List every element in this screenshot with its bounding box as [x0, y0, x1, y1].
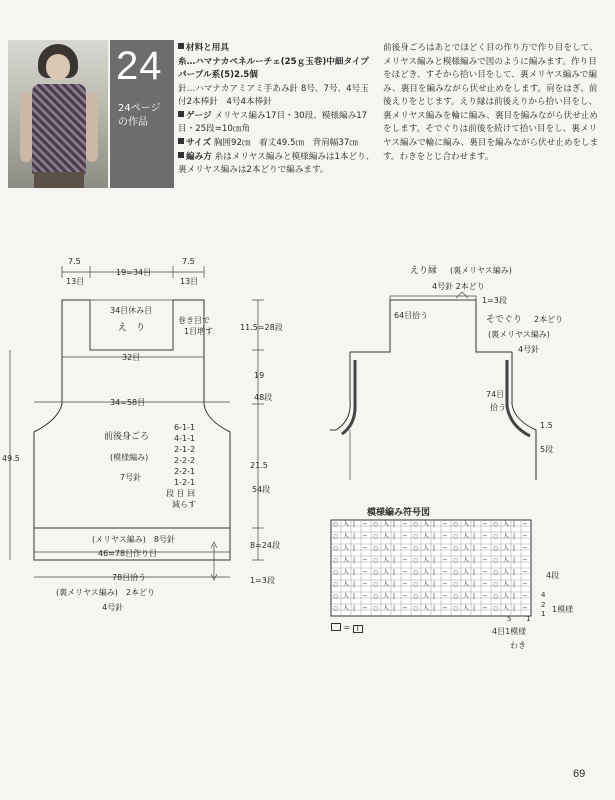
chart-stitch-symbol: ─ [523, 545, 527, 552]
chart-stitch-symbol: ○ [493, 605, 499, 612]
dim-top-right: 7.5 [182, 257, 195, 266]
armhole-needle: 4号針 [518, 345, 540, 354]
chart-stitch-symbol: | [433, 581, 436, 588]
page-number: 69 [573, 768, 586, 780]
chart-stitch-symbol: 入 [463, 581, 470, 588]
chart-stitch-symbol: ─ [443, 605, 447, 612]
chart-stitch-symbol: ─ [403, 533, 407, 540]
chart-stitch-symbol: 入 [423, 581, 430, 588]
chart-stitch-symbol: ○ [493, 557, 499, 564]
chart-stitch-symbol: ○ [413, 533, 419, 540]
chart-stitch-symbol: ○ [453, 521, 459, 528]
chart-stitch-symbol: | [353, 593, 356, 600]
chart-stitch-symbol: ○ [493, 581, 499, 588]
chart-stitch-symbol: ─ [523, 557, 527, 564]
row-dim-5: 1=3段 [250, 576, 275, 585]
chart-stitch-symbol: 入 [503, 593, 510, 600]
chart-stitch-symbol: 入 [503, 605, 510, 612]
chart-stitch-symbol: ○ [453, 533, 459, 540]
chart-stitch-symbol: | [513, 581, 516, 588]
chart-stitch-symbol: ○ [453, 605, 459, 612]
chart-stitch-symbol: ─ [483, 605, 487, 612]
chart-stitch-symbol: | [433, 593, 436, 600]
chart-rows-label: 4段 [546, 571, 560, 580]
chart-stitch-symbol: | [393, 533, 396, 540]
chart-stitch-symbol: ○ [373, 533, 379, 540]
dim-top-left: 7.5 [68, 257, 81, 266]
chart-stitch-symbol: ─ [443, 593, 447, 600]
chart-stitch-symbol: | [473, 569, 476, 576]
armhole-pickup2: 拾う [490, 403, 506, 412]
chart-stitch-symbol: ○ [373, 521, 379, 528]
collar-needle: 4号針 2本どり [432, 282, 485, 291]
chart-stitch-symbol: 入 [343, 593, 350, 600]
chart-stitch-symbol: ○ [453, 545, 459, 552]
chart-row-4: 4 [541, 591, 546, 599]
chart-stitch-symbol: 入 [423, 605, 430, 612]
chart-stitch-symbol: | [353, 545, 356, 552]
chart-row-1: 1 [541, 610, 546, 618]
chart-stitch-symbol: ○ [333, 533, 339, 540]
chart-stitch-symbol: ○ [373, 557, 379, 564]
size-text: 胸囲92㎝ 着丈49.5㎝ 背肩幅37㎝ [213, 138, 358, 149]
chart-stitch-symbol: ○ [333, 593, 339, 600]
armhole-rows: 5段 [540, 445, 554, 454]
chart-stitch-symbol: ○ [373, 545, 379, 552]
chart-stitch-symbol: | [513, 593, 516, 600]
armhole-strands: 2本どり [534, 315, 564, 324]
row-dim-3: 21.5 [250, 461, 268, 470]
chart-stitch-symbol: ○ [373, 569, 379, 576]
chart-stitch-symbol: ─ [443, 557, 447, 564]
chart-stitch-symbol: | [393, 521, 396, 528]
chart-stitch-symbol: ─ [443, 545, 447, 552]
chart-stitch-symbol: | [473, 545, 476, 552]
chart-stitch-symbol: ─ [363, 557, 367, 564]
dec-1: 6-1-1 [174, 423, 196, 432]
chart-stitch-symbol: ○ [333, 605, 339, 612]
chart-stitch-symbol: 入 [463, 521, 470, 528]
dim-top-left-st: 13目 [66, 277, 85, 286]
armhole-pickup: 74目 [486, 390, 505, 399]
chart-stitch-symbol: ○ [453, 569, 459, 576]
pattern-number: 24 [116, 44, 163, 88]
dec-2: 4-1-1 [174, 434, 196, 443]
chart-stitch-symbol: 入 [503, 533, 510, 540]
method-text: 糸はメリヤス編みと模様編みは1本どり、裏メリヤス編みは2本どりで編みます。 [178, 151, 375, 176]
chart-stitch-symbol: | [473, 605, 476, 612]
chart-stitch-symbol: 入 [503, 521, 510, 528]
chart-stitch-symbol: 入 [343, 581, 350, 588]
chart-stitch-symbol: 入 [503, 581, 510, 588]
chart-stitch-symbol: ○ [413, 593, 419, 600]
body-pattern: (模様編み) [110, 453, 149, 462]
legend-blank-cell [331, 623, 341, 631]
rib-label: (裏メリヤス編み) 2本どり [56, 588, 156, 597]
chart-stitch-symbol: ─ [363, 545, 367, 552]
chart-stitch-symbol: 入 [383, 593, 390, 600]
height-total: 49.5 [2, 454, 20, 463]
chart-stitch-symbol: 入 [383, 569, 390, 576]
chart-stitch-symbol: 入 [423, 557, 430, 564]
chart-stitch-symbol: ─ [403, 569, 407, 576]
chart-stitch-symbol: ─ [483, 581, 487, 588]
page-reference: 24ページ の作品 [118, 103, 161, 128]
chart-stitch-symbol: ○ [373, 605, 379, 612]
chart-stitch-symbol: ─ [363, 593, 367, 600]
chart-stitch-symbol: ○ [413, 569, 419, 576]
chart-stitch-symbol: 入 [383, 533, 390, 540]
row-dim-1: 11.5=28段 [240, 323, 283, 332]
chart-stitch-symbol: | [353, 569, 356, 576]
chart-stitch-symbol: ─ [363, 581, 367, 588]
dec-3: 2-1-2 [174, 445, 196, 454]
instructions-text: 前後身ごろはあとでほどく目の作り方で作り目をして、メリヤス編みと模様編みで図のように編みます。作り目をほどき、すそから拾い目をして、裏メリヤス編みで編み、裏目を編みながら伏せ止めをします。肩をはぎ、前後えりをとじます。えり縁は前後えりから拾い目をし、裏メリヤス編みを輪に編み、裏目を編みながら伏せ止めをします。そでぐりは前後を続けて拾い目をし、裏メリヤス編みで輪に編み、裏目を編みながら伏せ止めをします。わきをとじ合わせます。 [383, 43, 599, 162]
yarn-text: 糸…ハマナカペネルーチェ(25ｇ玉巻)中細タイプ パープル系(5)2.5個 [178, 56, 378, 81]
chart-stitch-symbol: 入 [423, 569, 430, 576]
chart-col-5: 5 [507, 615, 512, 623]
collar-pickup: 64目拾う [394, 311, 429, 320]
chart-row-2: 2 [541, 601, 546, 609]
chart-stitch-symbol: ─ [523, 521, 527, 528]
row-dim-2b: 48段 [254, 393, 273, 402]
chart-stitch-symbol: ─ [403, 605, 407, 612]
dec-5: 2-2-1 [174, 467, 196, 476]
chart-bottom-label: 4目1模様 [492, 627, 527, 636]
rib-needle: 4号針 [102, 603, 124, 612]
chart-stitch-symbol: | [393, 581, 396, 588]
row-dim-2: 19 [254, 371, 265, 380]
chart-stitch-symbol: ○ [493, 569, 499, 576]
chart-stitch-symbol: | [353, 557, 356, 564]
chart-stitch-symbol: 入 [383, 545, 390, 552]
chart-stitch-symbol: | [393, 569, 396, 576]
chart-stitch-symbol: 入 [343, 521, 350, 528]
pickup-label: 78目拾う [112, 573, 147, 582]
chart-col-1: 1 [526, 615, 531, 623]
chart-stitch-symbol: 入 [383, 605, 390, 612]
chart-stitch-symbol: | [513, 521, 516, 528]
legend-equals: = [343, 623, 351, 632]
chart-stitch-symbol: | [433, 569, 436, 576]
chart-stitch-symbol: ─ [483, 557, 487, 564]
chart-stitch-symbol: | [393, 545, 396, 552]
chart-stitch-symbol: ─ [523, 569, 527, 576]
needle-text: 針…ハマナカアミアミ手あみ針 8号、7号、4号玉付2本棒針 4号4本棒針 [178, 83, 369, 108]
chart-stitch-symbol: ─ [523, 605, 527, 612]
chart-stitch-symbol: 入 [503, 569, 510, 576]
chart-stitch-symbol: | [353, 533, 356, 540]
collar-rows: 1=3段 [482, 296, 507, 305]
collar-schematic [330, 264, 563, 480]
chart-stitch-symbol: 入 [503, 557, 510, 564]
chart-stitch-symbol: | [433, 545, 436, 552]
chart-stitch-symbol: ─ [483, 569, 487, 576]
size-title: サイズ [186, 138, 212, 149]
chart-stitch-symbol: 入 [463, 593, 470, 600]
chart-stitch-symbol: ─ [363, 569, 367, 576]
neck-hold-label: 34目休み目 [110, 306, 153, 315]
chart-stitch-symbol: 入 [383, 581, 390, 588]
gauge-text: メリヤス編み17目・30段、模様編み17目・25段=10㎝角 [178, 110, 368, 135]
chart-legend [331, 623, 363, 633]
chart-stitch-symbol: ─ [483, 545, 487, 552]
collar-title: えり縁 [410, 266, 438, 276]
chart-stitch-symbol: ○ [333, 521, 339, 528]
chart-stitch-symbol: ○ [373, 593, 379, 600]
chart-stitch-symbol: ─ [403, 557, 407, 564]
chart-stitch-symbol: ─ [363, 521, 367, 528]
chart-stitch-symbol: | [353, 605, 356, 612]
chart-stitch-symbol: ─ [483, 533, 487, 540]
chart-stitch-symbol: | [433, 533, 436, 540]
row-dim-3b: 54段 [252, 485, 271, 494]
chart-stitch-symbol: 入 [423, 521, 430, 528]
chart-stitch-symbol: ─ [483, 521, 487, 528]
chart-stitch-symbol: ─ [443, 569, 447, 576]
chart-side-label: わき [510, 641, 526, 650]
row-dim-4: 8=24段 [250, 541, 280, 550]
chart-stitch-symbol: ─ [403, 593, 407, 600]
armhole-title: そでぐり [486, 315, 523, 325]
chest-width: 34=58目 [110, 398, 146, 407]
dim-top-right-st: 13目 [180, 277, 199, 286]
chart-stitch-symbol: ○ [413, 545, 419, 552]
chart-stitch-symbol: ○ [333, 557, 339, 564]
chart-stitch-symbol: ○ [493, 521, 499, 528]
chart-stitch-symbol: 入 [423, 533, 430, 540]
chart-title: 模様編み符号図 [367, 508, 431, 518]
method-title: 編み方 [186, 151, 212, 162]
chart-stitch-symbol: 入 [463, 533, 470, 540]
chart-stitch-symbol: | [513, 557, 516, 564]
chart-stitch-symbol: | [353, 521, 356, 528]
chart-stitch-symbol: | [433, 557, 436, 564]
chart-stitch-symbol: 入 [383, 557, 390, 564]
cast-on-label2: 1目増す [184, 327, 214, 336]
chart-stitch-symbol: ─ [403, 545, 407, 552]
chart-stitch-symbol: 入 [503, 545, 510, 552]
chart-stitch-symbol: 入 [423, 593, 430, 600]
stockinette-label: (メリヤス編み) 8号針 [92, 535, 176, 544]
chart-stitch-symbol: ─ [523, 581, 527, 588]
chart-stitch-symbol: 入 [343, 557, 350, 564]
chart-stitch-symbol: | [393, 605, 396, 612]
dim-top-mid: 19=34目 [116, 268, 152, 277]
chart-stitch-symbol: ○ [453, 557, 459, 564]
armhole-sub: (裏メリヤス編み) [488, 330, 550, 339]
body-needle: 7号針 [120, 473, 142, 482]
chart-stitch-symbol: | [473, 533, 476, 540]
chart-stitch-symbol: ○ [413, 521, 419, 528]
chart-stitch-symbol: ─ [443, 533, 447, 540]
chart-stitch-symbol: ○ [333, 545, 339, 552]
chart-stitch-symbol: 入 [343, 533, 350, 540]
dec-4: 2-2-2 [174, 456, 196, 465]
chart-stitch-symbol: ○ [413, 581, 419, 588]
chart-stitch-symbol: ○ [333, 569, 339, 576]
chart-stitch-symbol: ─ [443, 521, 447, 528]
dec-7: 段 目 回 [166, 489, 196, 498]
chart-stitch-symbol: | [513, 569, 516, 576]
chart-stitch-symbol: ○ [373, 581, 379, 588]
chart-stitch-symbol: ─ [403, 581, 407, 588]
chart-stitch-symbol: | [473, 581, 476, 588]
stitch-chart [331, 520, 531, 616]
armhole-height: 1.5 [540, 421, 553, 430]
chart-stitch-symbol: ○ [413, 605, 419, 612]
chart-stitch-symbol: | [513, 533, 516, 540]
chart-stitch-symbol: 入 [463, 605, 470, 612]
chart-stitch-symbol: | [433, 521, 436, 528]
chart-stitch-symbol: | [473, 521, 476, 528]
chart-stitch-symbol: 入 [463, 557, 470, 564]
chart-stitch-symbol: | [393, 593, 396, 600]
dec-6: 1-2-1 [174, 478, 196, 487]
chart-stitch-symbol: | [473, 557, 476, 564]
cast-base-label: 46=78目作り目 [98, 549, 158, 558]
legend-knit-cell: Ⅰ [353, 625, 363, 633]
chart-stitch-symbol: 入 [383, 521, 390, 528]
chart-stitch-symbol: ○ [333, 581, 339, 588]
chart-stitch-symbol: ○ [493, 545, 499, 552]
chart-stitch-symbol: | [513, 545, 516, 552]
chart-stitch-symbol: ─ [523, 593, 527, 600]
body-name: 前後身ごろ [104, 432, 150, 442]
chart-stitch-symbol: ─ [363, 533, 367, 540]
chart-stitch-symbol: ○ [493, 593, 499, 600]
chart-stitch-symbol: ○ [453, 593, 459, 600]
chart-stitch-symbol: | [513, 605, 516, 612]
neck-label: え り [118, 323, 146, 333]
chart-stitch-symbol: 入 [343, 569, 350, 576]
chart-stitch-symbol: 入 [463, 545, 470, 552]
chart-stitch-symbol: ─ [523, 533, 527, 540]
gauge-title: ゲージ [186, 110, 212, 121]
chart-stitch-symbol: ─ [443, 581, 447, 588]
chart-stitch-symbol: | [393, 557, 396, 564]
chart-stitch-symbol: ─ [403, 521, 407, 528]
chart-stitch-symbol: ○ [413, 557, 419, 564]
chart-stitch-symbol: ─ [363, 605, 367, 612]
chart-stitch-symbol: ─ [483, 593, 487, 600]
chart-stitch-symbol: | [433, 605, 436, 612]
chart-stitch-symbol: 入 [423, 545, 430, 552]
cast-on-label: 巻き目で [178, 316, 210, 325]
chart-repeat-label: 1模様 [552, 605, 574, 614]
body-schematic [2, 257, 283, 612]
chart-stitch-symbol: 入 [463, 569, 470, 576]
chart-stitch-symbol: ○ [453, 581, 459, 588]
collar-title-sub: (裏メリヤス編み) [450, 266, 512, 275]
chart-stitch-symbol: 入 [343, 545, 350, 552]
chart-stitch-symbol: | [353, 581, 356, 588]
materials-title: 材料と用具 [186, 43, 229, 53]
chart-stitch-symbol: 入 [343, 605, 350, 612]
chart-stitch-symbol: ○ [493, 533, 499, 540]
chart-stitch-symbol: | [473, 593, 476, 600]
dec-8: 減らす [172, 500, 196, 509]
neck-width: 32目 [122, 353, 141, 362]
